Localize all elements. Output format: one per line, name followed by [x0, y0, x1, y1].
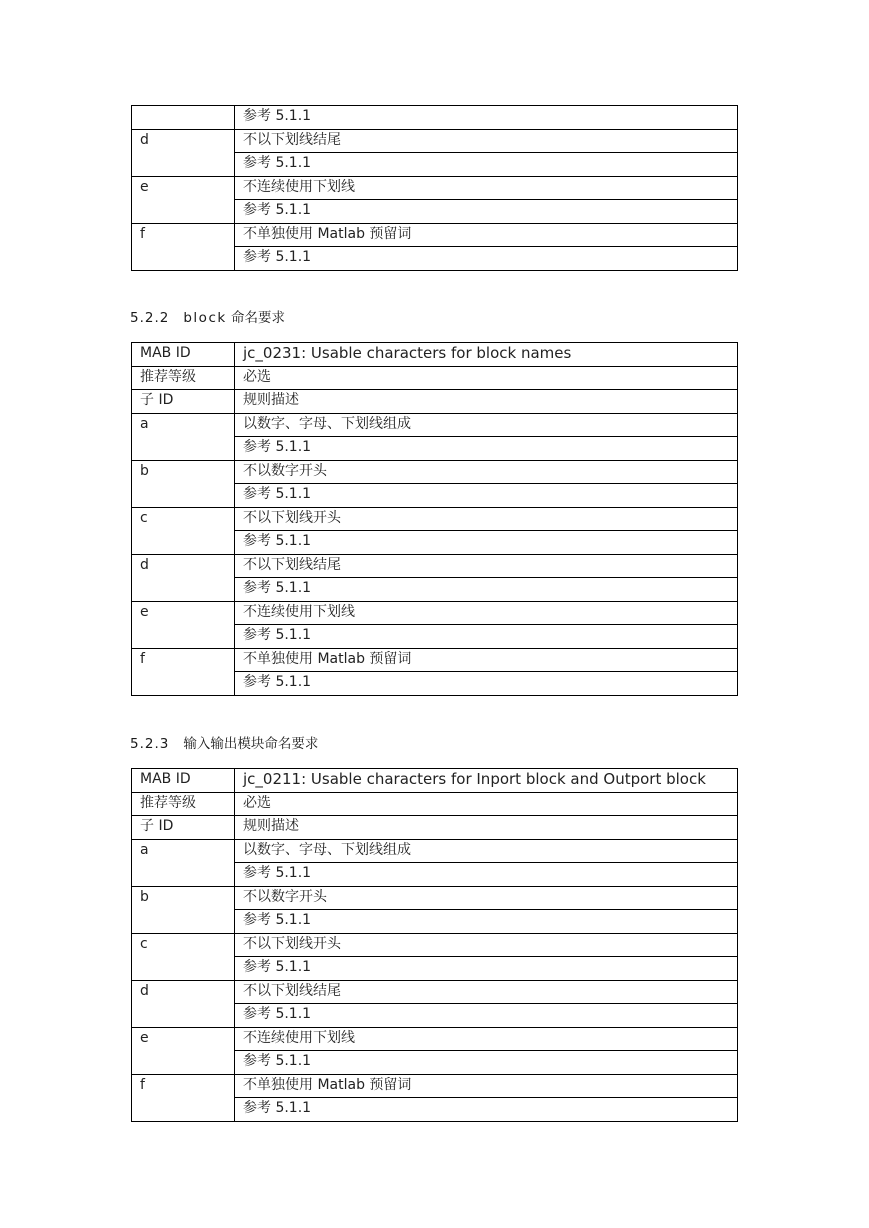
rule-row	[132, 460, 738, 484]
rule-reference-cell: 参考 5.1.1	[235, 1098, 738, 1122]
rule-description-cell: 不以数字开头	[235, 886, 738, 910]
rule-row	[132, 1027, 738, 1051]
rule-description-cell: 不以下划线结尾	[235, 980, 738, 1004]
sub-id-cell: b	[132, 460, 235, 507]
recommend-level-value: 必选	[235, 792, 738, 816]
sub-id-cell: d	[132, 980, 235, 1027]
rule-description-cell: 不单独使用 Matlab 预留词	[235, 223, 738, 247]
rule-reference-cell: 参考 5.1.1	[235, 1051, 738, 1075]
sub-id-cell: a	[132, 413, 235, 460]
recommend-level-label: 推荐等级	[132, 366, 235, 390]
rule-row	[132, 413, 738, 437]
rule-description-cell: 不以数字开头	[235, 460, 738, 484]
rule-reference-cell: 参考 5.1.1	[235, 153, 738, 177]
rule-reference-cell: 参考 5.1.1	[235, 437, 738, 461]
rule-row	[132, 507, 738, 531]
sub-id-cell: e	[132, 1027, 235, 1074]
rule-row	[132, 129, 738, 153]
sub-id-cell	[132, 106, 235, 130]
rule-row	[132, 554, 738, 578]
section-number: 5.2.3	[130, 736, 170, 752]
subid-label: 子 ID	[132, 816, 235, 840]
subid-label: 子 ID	[132, 390, 235, 414]
sub-id-cell: b	[132, 886, 235, 933]
rule-row	[132, 648, 738, 672]
recommend-level-row	[132, 366, 738, 390]
mab-id-row	[132, 343, 738, 367]
rule-description-cell: 不连续使用下划线	[235, 176, 738, 200]
rule-reference-cell: 参考 5.1.1	[235, 247, 738, 271]
section-number: 5.2.2	[130, 310, 170, 326]
rule-table-continued	[131, 105, 738, 271]
sub-id-cell: e	[132, 176, 235, 223]
rule-row	[132, 176, 738, 200]
rule-description-cell: 不以下划线开头	[235, 933, 738, 957]
rule-description-cell: 以数字、字母、下划线组成	[235, 413, 738, 437]
section-title-cn: 命名要求	[230, 310, 285, 326]
rule-row	[132, 106, 738, 130]
rule-description-cell: 不连续使用下划线	[235, 601, 738, 625]
rule-reference-cell: 参考 5.1.1	[235, 578, 738, 602]
section-heading-523	[130, 735, 318, 753]
rule-reference-cell: 参考 5.1.1	[235, 531, 738, 555]
rule-reference-cell: 参考 5.1.1	[235, 106, 738, 130]
section-title-cn: 输入输出模块命名要求	[183, 736, 319, 752]
rule-row	[132, 223, 738, 247]
rule-description-cell: 不单独使用 Matlab 预留词	[235, 648, 738, 672]
rule-description-cell: 不以下划线结尾	[235, 129, 738, 153]
sub-id-cell: d	[132, 554, 235, 601]
rule-row	[132, 601, 738, 625]
rule-table-523	[131, 768, 738, 1122]
rule-row	[132, 839, 738, 863]
rule-row	[132, 980, 738, 1004]
rule-reference-cell: 参考 5.1.1	[235, 672, 738, 696]
recommend-level-label: 推荐等级	[132, 792, 235, 816]
sub-id-cell: d	[132, 129, 235, 176]
rule-description-cell: 不连续使用下划线	[235, 1027, 738, 1051]
mab-id-label: MAB ID	[132, 343, 235, 367]
rule-row	[132, 933, 738, 957]
rule-rows	[132, 343, 738, 696]
mab-id-value: jc_0211: Usable characters for Inport block and Outport block	[235, 769, 738, 793]
rule-reference-cell: 参考 5.1.1	[235, 957, 738, 981]
sub-id-cell: c	[132, 933, 235, 980]
rule-reference-cell: 参考 5.1.1	[235, 1004, 738, 1028]
sub-id-cell: e	[132, 601, 235, 648]
subid-header-row	[132, 390, 738, 414]
sub-id-cell: f	[132, 648, 235, 695]
sub-id-cell: c	[132, 507, 235, 554]
rule-description-cell: 不以下划线结尾	[235, 554, 738, 578]
subid-header-row	[132, 816, 738, 840]
rule-reference-cell: 参考 5.1.1	[235, 910, 738, 934]
mab-id-label: MAB ID	[132, 769, 235, 793]
rule-rows	[132, 769, 738, 1122]
rule-row	[132, 1074, 738, 1098]
sub-id-cell: a	[132, 839, 235, 886]
rule-row	[132, 886, 738, 910]
recommend-level-row	[132, 792, 738, 816]
rule-desc-label: 规则描述	[235, 816, 738, 840]
rule-reference-cell: 参考 5.1.1	[235, 625, 738, 649]
mab-id-row	[132, 769, 738, 793]
rule-description-cell: 不以下划线开头	[235, 507, 738, 531]
sub-id-cell: f	[132, 1074, 235, 1121]
rule-desc-label: 规则描述	[235, 390, 738, 414]
rule-description-cell: 以数字、字母、下划线组成	[235, 839, 738, 863]
sub-id-cell: f	[132, 223, 235, 270]
mab-id-value: jc_0231: Usable characters for block names	[235, 343, 738, 367]
rule-reference-cell: 参考 5.1.1	[235, 863, 738, 887]
section-heading-522	[130, 309, 285, 327]
rule-table-522	[131, 342, 738, 696]
rule-rows	[132, 106, 738, 271]
rule-reference-cell: 参考 5.1.1	[235, 484, 738, 508]
rule-reference-cell: 参考 5.1.1	[235, 200, 738, 224]
section-title-en: block	[183, 310, 227, 326]
rule-description-cell: 不单独使用 Matlab 预留词	[235, 1074, 738, 1098]
recommend-level-value: 必选	[235, 366, 738, 390]
